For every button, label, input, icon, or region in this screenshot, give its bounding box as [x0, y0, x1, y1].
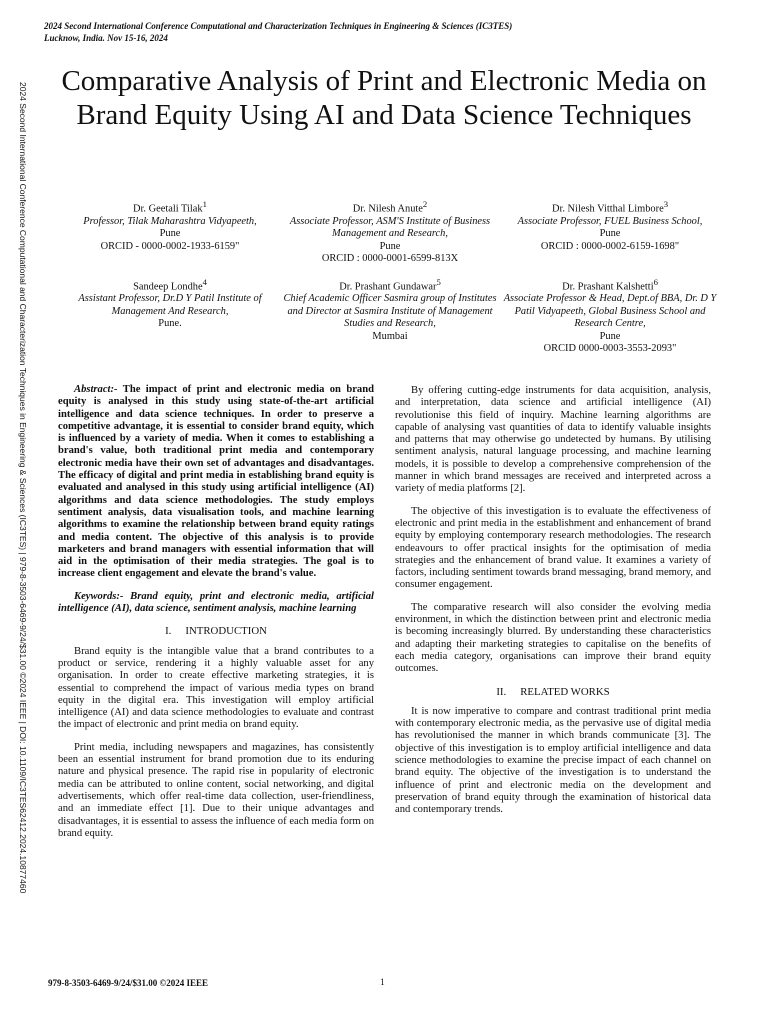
- author-name: Sandeep Londhe: [133, 280, 203, 292]
- author-name: Dr. Prashant Gundawar: [339, 280, 437, 292]
- author-location: Pune: [599, 228, 621, 240]
- paragraph: Brand equity is the intangible value that a brand contributes to a product or service, rendering it a highly valuable asset for any organisation. In order to create effective marketing strategies, it is essential to comprehend the impact of various media types on brand equity in the digital era. This investigation will employ artificial intelligence (AI) and data science methodologies to evaluate and contrast the impact of electronic and print media on brand equity.: [58, 645, 374, 731]
- page-number: 1: [380, 978, 385, 988]
- author-affiliation: Assistant Professor, Dr.D Y Patil Institute of Management And Research,: [78, 293, 262, 317]
- section-title: INTRODUCTION: [185, 625, 267, 638]
- author-superscript: 3: [663, 199, 669, 209]
- author-affiliation: Associate Professor, FUEL Business School,: [517, 215, 703, 227]
- author-row: [60, 276, 720, 356]
- author-row: [60, 198, 720, 266]
- author-superscript: 1: [202, 199, 207, 209]
- conference-header: [44, 20, 734, 44]
- paragraph: The comparative research will also consider the evolving media environment, in which the distinction between print and electronic media is becoming increasingly blurred. By understanding these characteristics and adapting their marketing strategies to capitalise on the benefits of each media category, organisations can improve their brand equity outcomes.: [395, 601, 711, 675]
- abstract-text: The impact of print and electronic media on brand equity is analysed in this study using state-of-the-art artificial intelligence and data science techniques. In order to preserve a competitive advantage, it is essential to consider brand equity, which is influenced by a variety of media. When it comes to establishing a brand's value, both traditional print media and contemporary electronic media have their own set of advantages and disadvantages. The efficacy of digital and print media in establishing brand equity is evaluated and analysed in this study using artificial intelligence (AI) algorithms and data science methodologies. The study employs sentiment analysis, data visualisation tools, and machine learning algorithms to examine the relationship between brand equity ratings and media content. The objective of this analysis is to provide marketers and brand managers with essential information that will aid in the optimisation of their media strategies. The goal is to increase client engagement and elevate the brand's value.: [58, 384, 374, 580]
- section-number: I.: [165, 625, 172, 638]
- keywords-text: Brand equity, print and electronic media, artificial intelligence (AI), data science, sentiment analysis, machine learning: [58, 590, 374, 615]
- left-column: [58, 384, 374, 850]
- author-location: Pune: [379, 240, 401, 252]
- author-affiliation: Chief Academic Officer Sasmira group of Institutes and Director at Sasmira Institute of Management Studies and Research,: [283, 293, 497, 330]
- author-location: Pune: [599, 330, 621, 342]
- paragraph: It is now imperative to compare and contrast traditional print media with contemporary electronic media, as the pervasive use of digital media has revolutionised the manner in which brands communicate [3]. The objective of this investigation is to employ artificial intelligence and data science methodologies to examine the precise impact of each channel on brand equity. The objective of the investigation is to understand the influence of print and electronic media on the development and preservation of brand equity through the examination of historical data and contemporary trends.: [395, 705, 711, 816]
- paragraph: By offering cutting-edge instruments for data acquisition, analysis, and interpretation, data science and artificial intelligence (AI) revolutionise this field of inquiry. Machine learning algorithms are capable of analysing vast quantities of data to identify valuable insights and patterns that may otherwise go undetected by humans. By utilising sentiment analysis, natural language processing, and machine learning models, it is possible to develop a comprehensive comprehension of the manner in which brand messages are received and interpreted across a variety of media platforms [2].: [395, 385, 711, 495]
- author-name: Dr. Nilesh Vitthal Limbore: [551, 203, 664, 215]
- author-location: Mumbai: [372, 330, 408, 342]
- paper-title: Comparative Analysis of Print and Electronic Media on Brand Equity Using AI and Data Science Techniques: [61, 65, 707, 131]
- section-number: II.: [496, 685, 507, 698]
- abstract-label: Abstract:-: [74, 384, 118, 395]
- author-orcid: ORCID : 0000-0001-6599-813X: [321, 253, 459, 265]
- author-orcid: ORCID - 0000-0002-1933-6159": [100, 240, 240, 252]
- author-affiliation: Associate Professor & Head, Dept.of BBA, Dr. D Y Patil Vidyapeeth, Global Business School and Research Centre,: [503, 293, 717, 330]
- author-block: [60, 198, 720, 355]
- doi-sidebar-text: 2024 Second International Conference Computational and Characterization Techniques in Engineering & Sciences (IC3TES) | 979-8-3503-6469-9/24/$31.00 ©2024 IEEE | DOI: 10.1109/IC3TES62412.2024.10877460: [18, 82, 28, 894]
- footer-isbn: 979-8-3503-6469-9/24/$31.00 ©2024 IEEE: [48, 978, 208, 988]
- paragraph: Print media, including newspapers and magazines, has consistently been an essential instrument for brand promotion due to its enduring nature and physical presence. The rapid rise in popularity of electronic media can be attributed to online content, social networking, and digital advertisements, which offer real-time data collection, user-friendliness, and an immediate effect [1]. Due to their unique advantages and disadvantages, it is essential to assess the influence of each media form on brand equity.: [58, 741, 374, 839]
- author-name: Dr. Geetali Tilak: [133, 203, 203, 215]
- conference-name: 2024 Second International Conference Computational and Characterization Techniques in Engineering & Sciences (IC3TES): [44, 21, 513, 31]
- conference-location: Lucknow, India. Nov 15-16, 2024: [44, 33, 168, 43]
- author-4: [60, 276, 280, 356]
- abstract: [58, 384, 374, 581]
- paragraph: The objective of this investigation is to evaluate the effectiveness of electronic and print media in the establishment and enhancement of brand equity by employing contemporary research methodologies. The research endeavours to offer practical insights for the optimisation of media strategies and the enhancement of brand value. It examines a variety of factors, including sentiment towards brand messaging, brand memory, and consumer engagement.: [395, 505, 711, 591]
- author-superscript: 4: [202, 276, 207, 287]
- section-heading-related-works: [395, 686, 711, 698]
- author-location: Pune: [159, 228, 181, 240]
- author-location: Pune.: [158, 318, 182, 330]
- author-affiliation: Associate Professor, ASM'S Institute of Business Management and Research,: [289, 215, 491, 240]
- section-title: RELATED WORKS: [520, 685, 610, 698]
- copyright-sidebar: [12, 82, 28, 942]
- author-orcid: ORCID 0000-0003-3553-2093": [543, 343, 677, 354]
- section-heading-introduction: [58, 625, 374, 637]
- author-name: Dr. Prashant Kalshetti: [562, 280, 654, 292]
- author-name: Dr. Nilesh Anute: [352, 203, 423, 215]
- author-6: [500, 276, 720, 356]
- author-orcid: ORCID : 0000-0002-6159-1698": [540, 240, 680, 252]
- author-affiliation: Professor, Tilak Maharashtra Vidyapeeth,: [83, 215, 257, 227]
- right-column: [395, 385, 711, 827]
- author-3: [500, 198, 720, 266]
- author-5: [280, 276, 500, 356]
- keywords-label: Keywords:-: [74, 590, 124, 602]
- author-1: [60, 198, 280, 266]
- author-superscript: 5: [436, 276, 441, 287]
- author-superscript: 6: [653, 276, 658, 287]
- author-superscript: 2: [422, 199, 428, 209]
- author-2: [280, 198, 500, 266]
- keywords: [58, 591, 374, 616]
